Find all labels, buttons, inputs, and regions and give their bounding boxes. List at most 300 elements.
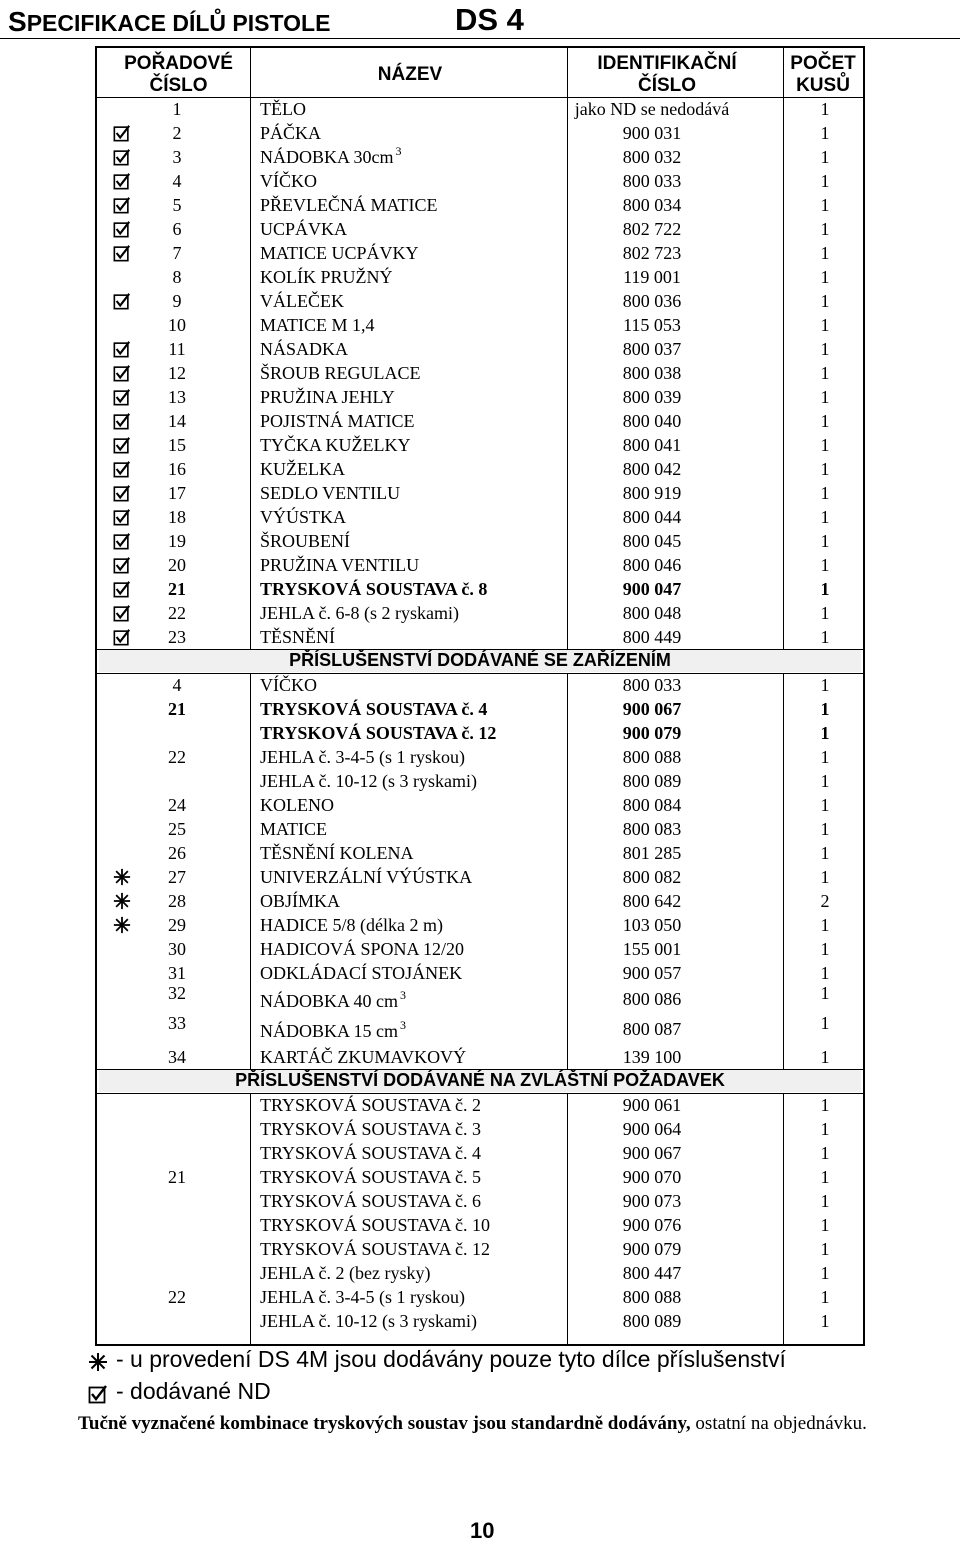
- row-name: [260, 121, 590, 145]
- checkbox-checked-icon: [113, 604, 131, 622]
- row-number: 17: [168, 483, 186, 503]
- row-qty: 1: [820, 915, 830, 935]
- row-qty: 1: [820, 819, 830, 839]
- row-ident: 119 001: [623, 267, 681, 287]
- row-name-text: UCPÁVKA: [260, 219, 348, 239]
- row-name-superscript: 3: [400, 988, 406, 1002]
- row-name-text: ŠROUBENÍ: [260, 531, 351, 551]
- row-name: [260, 481, 590, 505]
- row-name: [260, 697, 590, 721]
- row-name: [260, 937, 590, 961]
- header-order-number: POŘADOVÉ ČÍSLO: [124, 53, 233, 96]
- row-ident: 900 047: [622, 579, 682, 599]
- row-qty: 1: [820, 603, 830, 623]
- row-qty: 1: [820, 531, 830, 551]
- row-name: [260, 913, 590, 937]
- row-qty: 1: [820, 219, 830, 239]
- row-name: [260, 841, 590, 865]
- table-row: [97, 673, 863, 697]
- checkbox-checked-icon: [113, 124, 131, 142]
- row-name: [260, 457, 590, 481]
- row-ident: 800 046: [622, 555, 682, 575]
- table-row: [97, 481, 863, 505]
- row-name-text: KUŽELKA: [260, 459, 345, 479]
- title-model: DS 4: [455, 2, 524, 37]
- row-ident: 900 067: [622, 1143, 682, 1163]
- row-name-text: TRYSKOVÁ SOUSTAVA č. 6: [260, 1191, 481, 1211]
- table-row: [97, 529, 863, 553]
- checkbox-checked-icon: [113, 628, 131, 646]
- table-row: [97, 841, 863, 865]
- row-qty: 1: [820, 1143, 830, 1163]
- row-name: [260, 1309, 590, 1333]
- row-name-text: NÁDOBKA 30cm: [260, 147, 394, 167]
- table-row: [97, 1015, 863, 1045]
- row-name-text: HADICE 5/8 (délka 2 m): [260, 915, 443, 935]
- table-row: [97, 505, 863, 529]
- table-row: [97, 1189, 863, 1213]
- row-number: 3: [172, 147, 182, 167]
- checkbox-checked-icon: [113, 508, 131, 526]
- row-name: [260, 289, 590, 313]
- row-divider: [97, 1093, 863, 1094]
- row-name: [260, 889, 590, 913]
- table-row: [97, 1261, 863, 1285]
- row-qty: 1: [820, 363, 830, 383]
- row-qty: 1: [820, 1167, 830, 1187]
- row-number: 9: [172, 291, 182, 311]
- section-title-included: PŘÍSLUŠENSTVÍ DODÁVANÉ SE ZAŘÍZENÍM: [99, 649, 861, 672]
- row-number: 18: [168, 507, 186, 527]
- row-qty: 1: [820, 723, 830, 743]
- row-qty: 1: [820, 939, 830, 959]
- checkbox-checked-icon: [113, 148, 131, 166]
- row-name: [260, 241, 590, 265]
- checkbox-checked-icon: [113, 292, 131, 310]
- row-name: [260, 601, 590, 625]
- row-name: [260, 989, 590, 1015]
- row-qty: 1: [820, 627, 830, 647]
- table-row: [97, 697, 863, 721]
- row-name-text: PÁČKA: [260, 123, 322, 143]
- row-qty: 1: [820, 675, 830, 695]
- row-number: 30: [168, 939, 186, 959]
- row-name-text: NÁDOBKA 40 cm: [260, 991, 398, 1011]
- row-name: [260, 1237, 590, 1261]
- row-qty: 1: [820, 1191, 830, 1211]
- asterisk-icon: [113, 868, 131, 886]
- row-name: [260, 817, 590, 841]
- asterisk-icon: [113, 892, 131, 910]
- row-name: [260, 313, 590, 337]
- group-number-21: 21: [168, 1167, 186, 1187]
- row-ident: 900 057: [622, 963, 682, 983]
- checkbox-checked-icon: [113, 580, 131, 598]
- asterisk-icon: [88, 1352, 108, 1372]
- table-row: [97, 433, 863, 457]
- row-qty: 1: [820, 387, 830, 407]
- checkbox-checked-icon: [113, 244, 131, 262]
- table-row: [97, 121, 863, 145]
- row-number: 4: [172, 675, 182, 695]
- table-row: [97, 601, 863, 625]
- row-number: 15: [168, 435, 186, 455]
- row-ident: 800 040: [622, 411, 682, 431]
- row-number: 29: [168, 915, 186, 935]
- row-ident: 800 045: [622, 531, 682, 551]
- row-number: 1: [172, 99, 182, 119]
- row-number: 31: [168, 963, 186, 983]
- table-row: [97, 265, 863, 289]
- row-name: [260, 1213, 590, 1237]
- row-name: [260, 1261, 590, 1285]
- row-name-text: TRYSKOVÁ SOUSTAVA č. 10: [260, 1215, 490, 1235]
- table-row: [97, 625, 863, 649]
- row-name: [260, 961, 590, 985]
- row-name: [260, 217, 590, 241]
- row-name-text: NÁDOBKA 15 cm: [260, 1021, 398, 1041]
- row-number: 4: [172, 171, 182, 191]
- row-qty: 1: [820, 1047, 830, 1067]
- row-name: [260, 529, 590, 553]
- row-name: [260, 505, 590, 529]
- row-qty: 1: [820, 983, 830, 1003]
- table-row: [97, 745, 863, 769]
- row-ident: 900 064: [622, 1119, 682, 1139]
- row-ident: 900 079: [622, 1239, 682, 1259]
- checkbox-checked-icon: [113, 172, 131, 190]
- table-row: [97, 1045, 863, 1069]
- row-ident: 800 083: [622, 819, 682, 839]
- row-name: [260, 745, 590, 769]
- row-name: [260, 577, 590, 601]
- table-row: [97, 577, 863, 601]
- footnote-normal: ostatní na objednávku.: [690, 1413, 867, 1434]
- row-name-text: TRYSKOVÁ SOUSTAVA č. 4: [260, 1143, 481, 1163]
- row-name-text: JEHLA č. 2 (bez rysky): [260, 1263, 431, 1283]
- table-row: [97, 913, 863, 937]
- row-name-text: MATICE UCPÁVKY: [260, 243, 419, 263]
- row-ident: 800 087: [622, 1019, 682, 1039]
- row-ident: 900 070: [622, 1167, 682, 1187]
- checkbox-checked-icon: [113, 412, 131, 430]
- table-row: [97, 553, 863, 577]
- row-qty: 1: [820, 1095, 830, 1115]
- row-name-text: HADICOVÁ SPONA 12/20: [260, 939, 465, 959]
- legend-star: [116, 1346, 786, 1373]
- table-row: [97, 1117, 863, 1141]
- row-ident: 800 033: [622, 675, 682, 695]
- row-name: [260, 1093, 590, 1117]
- row-ident: 900 073: [622, 1191, 682, 1211]
- row-qty: 1: [820, 1239, 830, 1259]
- row-number: 27: [168, 867, 186, 887]
- row-number: 20: [168, 555, 186, 575]
- title-main: SPECIFIKACE DÍLŮ PISTOLE: [8, 6, 331, 37]
- row-ident: 800 086: [622, 989, 682, 1009]
- row-qty: 2: [820, 891, 830, 911]
- row-name: [260, 865, 590, 889]
- row-name-text: KARTÁČ ZKUMAVKOVÝ: [260, 1047, 467, 1067]
- checkbox-checked-icon: [113, 484, 131, 502]
- row-name: [260, 793, 590, 817]
- row-divider: [97, 649, 863, 650]
- row-name-text: JEHLA č. 6-8 (s 2 ryskami): [260, 603, 459, 623]
- row-name-text: JEHLA č. 10-12 (s 3 ryskami): [260, 771, 477, 791]
- table-row: [97, 769, 863, 793]
- row-name-text: POJISTNÁ MATICE: [260, 411, 415, 431]
- header-qty: POČET KUSŮ: [790, 53, 856, 96]
- row-number: 2: [172, 123, 182, 143]
- row-name-text: VÝÚSTKA: [260, 507, 347, 527]
- group-number-22: 22: [168, 1287, 186, 1307]
- checkbox-checked-icon: [113, 556, 131, 574]
- asterisk-icon: [113, 916, 131, 934]
- parts-table: [95, 46, 865, 1346]
- checkbox-checked-icon: [113, 220, 131, 238]
- row-number: 33: [168, 1013, 186, 1033]
- row-ident: 800 088: [622, 1287, 682, 1307]
- row-number: 21: [168, 699, 186, 719]
- row-name-superscript: 3: [395, 144, 402, 158]
- row-name-text: VÍČKO: [260, 675, 317, 695]
- row-qty: 1: [820, 147, 830, 167]
- row-qty: 1: [820, 1215, 830, 1235]
- row-name-text: VÍČKO: [260, 171, 317, 191]
- row-number: 7: [172, 243, 182, 263]
- row-ident: 800 642: [622, 891, 682, 911]
- checkbox-checked-icon: [113, 436, 131, 454]
- row-qty: 1: [820, 1287, 830, 1307]
- row-name-text: PŘEVLEČNÁ MATICE: [260, 195, 438, 215]
- checkbox-checked-icon: [88, 1384, 108, 1404]
- row-ident: 800 088: [622, 747, 682, 767]
- row-name-text: OBJÍMKA: [260, 891, 341, 911]
- row-name-text: TRYSKOVÁ SOUSTAVA č. 8: [260, 579, 488, 599]
- row-name-text: UNIVERZÁLNÍ VÝÚSTKA: [260, 867, 473, 887]
- row-ident: 802 722: [622, 219, 682, 239]
- checkbox-checked-icon: [113, 460, 131, 478]
- row-qty: 1: [820, 795, 830, 815]
- row-name-text: TRYSKOVÁ SOUSTAVA č. 2: [260, 1095, 481, 1115]
- row-ident: 800 089: [622, 1311, 682, 1331]
- row-ident: 800 041: [622, 435, 682, 455]
- row-qty: 1: [820, 315, 830, 335]
- row-name: [260, 145, 590, 171]
- row-qty: 1: [820, 339, 830, 359]
- column-divider: [250, 1093, 251, 1344]
- legend-star-text: - u provedení DS 4M jsou dodávány pouze tyto dílce příslušenství: [116, 1346, 786, 1372]
- row-qty: 1: [820, 579, 830, 599]
- row-qty: 1: [820, 99, 830, 119]
- row-name-text: VÁLEČEK: [260, 291, 344, 311]
- row-ident: 800 919: [622, 483, 682, 503]
- column-divider: [783, 673, 784, 1069]
- column-divider: [783, 1093, 784, 1344]
- row-name-text: SEDLO VENTILU: [260, 483, 401, 503]
- row-name: [260, 1141, 590, 1165]
- row-ident: 800 084: [622, 795, 682, 815]
- row-qty: 1: [820, 267, 830, 287]
- row-ident: 800 032: [622, 147, 682, 167]
- row-name: [260, 769, 590, 793]
- row-ident: 800 048: [622, 603, 682, 623]
- footnote-bold: Tučně vyznačené kombinace tryskových soustav jsou standardně dodávány,: [78, 1413, 691, 1434]
- column-divider: [567, 673, 568, 1069]
- row-ident: 800 089: [622, 771, 682, 791]
- row-number: 28: [168, 891, 186, 911]
- table-row: [97, 1141, 863, 1165]
- row-ident: 115 053: [623, 315, 681, 335]
- column-divider: [250, 48, 251, 649]
- row-qty: 1: [820, 459, 830, 479]
- row-name-text: TRYSKOVÁ SOUSTAVA č. 12: [260, 723, 497, 743]
- table-row: [97, 889, 863, 913]
- row-name: [260, 1165, 590, 1189]
- row-ident: 900 031: [622, 123, 682, 143]
- row-ident: 800 034: [622, 195, 682, 215]
- row-number: 16: [168, 459, 186, 479]
- row-name-text: ŠROUB REGULACE: [260, 363, 421, 383]
- row-name-text: JEHLA č. 10-12 (s 3 ryskami): [260, 1311, 477, 1331]
- row-divider: [97, 673, 863, 674]
- row-name-text: MATICE M 1,4: [260, 315, 375, 335]
- column-divider: [250, 673, 251, 1069]
- row-qty: 1: [820, 747, 830, 767]
- row-qty: 1: [820, 1263, 830, 1283]
- checkbox-checked-icon: [113, 532, 131, 550]
- section-title-on-request: PŘÍSLUŠENSTVÍ DODÁVANÉ NA ZVLÁŠTNÍ POŽADAVEK: [99, 1069, 861, 1092]
- row-name-text: TRYSKOVÁ SOUSTAVA č. 3: [260, 1119, 481, 1139]
- row-name-text: TRYSKOVÁ SOUSTAVA č. 5: [260, 1167, 481, 1187]
- row-ident: 900 061: [622, 1095, 682, 1115]
- row-qty: 1: [820, 195, 830, 215]
- row-name-text: TYČKA KUŽELKY: [260, 435, 411, 455]
- row-number: 23: [168, 627, 186, 647]
- row-number: 8: [172, 267, 182, 287]
- table-row: [97, 1093, 863, 1117]
- checkbox-checked-icon: [113, 364, 131, 382]
- table-row: [97, 1309, 863, 1333]
- row-number: 6: [172, 219, 182, 239]
- column-divider: [567, 1093, 568, 1344]
- row-qty: 1: [820, 243, 830, 263]
- row-name: [260, 337, 590, 361]
- page-title: [0, 0, 960, 39]
- row-ident: 900 079: [622, 723, 682, 743]
- row-ident: jako ND se nedodává: [574, 99, 730, 119]
- row-qty: 1: [820, 963, 830, 983]
- table-row: [97, 1213, 863, 1237]
- table-row: [97, 385, 863, 409]
- header-ident: IDENTIFIKAČNÍ ČÍSLO: [597, 53, 737, 96]
- row-ident: 800 033: [622, 171, 682, 191]
- checkbox-checked-icon: [113, 388, 131, 406]
- row-name-text: TĚSNĚNÍ KOLENA: [260, 843, 414, 863]
- row-name: [260, 385, 590, 409]
- checkbox-checked-icon: [113, 196, 131, 214]
- row-name-superscript: 3: [400, 1018, 406, 1032]
- row-ident: 800 044: [622, 507, 682, 527]
- row-name: [260, 169, 590, 193]
- table-row: [97, 289, 863, 313]
- row-number: 25: [168, 819, 186, 839]
- row-ident: 800 082: [622, 867, 682, 887]
- row-name: [260, 361, 590, 385]
- row-ident: 802 723: [622, 243, 682, 263]
- row-qty: 1: [820, 1311, 830, 1331]
- table-row: [97, 865, 863, 889]
- row-qty: 1: [820, 483, 830, 503]
- row-name: [260, 97, 590, 121]
- page-number: 10: [470, 1518, 495, 1543]
- row-name-text: TRYSKOVÁ SOUSTAVA č. 12: [260, 1239, 490, 1259]
- row-qty: 1: [820, 1119, 830, 1139]
- row-name-text: KOLENO: [260, 795, 334, 815]
- row-name: [260, 265, 590, 289]
- row-ident: 103 050: [622, 915, 682, 935]
- row-name: [260, 1019, 590, 1045]
- table-row: [97, 145, 863, 169]
- table-row: [97, 169, 863, 193]
- row-number: 13: [168, 387, 186, 407]
- row-ident: 800 037: [622, 339, 682, 359]
- table-row: [97, 457, 863, 481]
- table-row: [97, 721, 863, 745]
- header-name: NÁZEV: [377, 64, 443, 85]
- row-number: 21: [168, 579, 186, 599]
- row-ident: 139 100: [622, 1047, 682, 1067]
- row-name: [260, 1285, 590, 1309]
- row-qty: 1: [820, 843, 830, 863]
- row-name-text: KOLÍK PRUŽNÝ: [260, 267, 393, 287]
- row-ident: 900 076: [622, 1215, 682, 1235]
- row-qty: 1: [820, 507, 830, 527]
- row-ident: 800 038: [622, 363, 682, 383]
- row-name: [260, 1045, 590, 1069]
- row-number: 32: [168, 983, 186, 1003]
- table-row: [97, 241, 863, 265]
- row-name: [260, 433, 590, 457]
- row-name-text: TĚSNĚNÍ: [260, 627, 335, 647]
- row-name: [260, 1117, 590, 1141]
- table-row: [97, 97, 863, 121]
- row-name-text: PRUŽINA JEHLY: [260, 387, 395, 407]
- row-name-text: MATICE: [260, 819, 327, 839]
- table-row: [97, 937, 863, 961]
- row-ident: 800 447: [622, 1263, 682, 1283]
- row-qty: 1: [820, 771, 830, 791]
- row-qty: 1: [820, 699, 830, 719]
- row-name: [260, 409, 590, 433]
- row-name-text: JEHLA č. 3-4-5 (s 1 ryskou): [260, 747, 465, 767]
- table-row: [97, 337, 863, 361]
- row-ident: 801 285: [622, 843, 682, 863]
- table-row: [97, 817, 863, 841]
- row-number: 11: [168, 339, 186, 359]
- row-number: 14: [168, 411, 186, 431]
- column-divider: [567, 48, 568, 649]
- row-number: 22: [168, 747, 186, 767]
- row-number: 10: [168, 315, 186, 335]
- row-number: 26: [168, 843, 186, 863]
- row-name-text: NÁSADKA: [260, 339, 349, 359]
- row-qty: 1: [820, 867, 830, 887]
- row-divider: [97, 1069, 863, 1070]
- row-name-text: TĚLO: [260, 99, 306, 119]
- row-name: [260, 673, 590, 697]
- row-number: 24: [168, 795, 186, 815]
